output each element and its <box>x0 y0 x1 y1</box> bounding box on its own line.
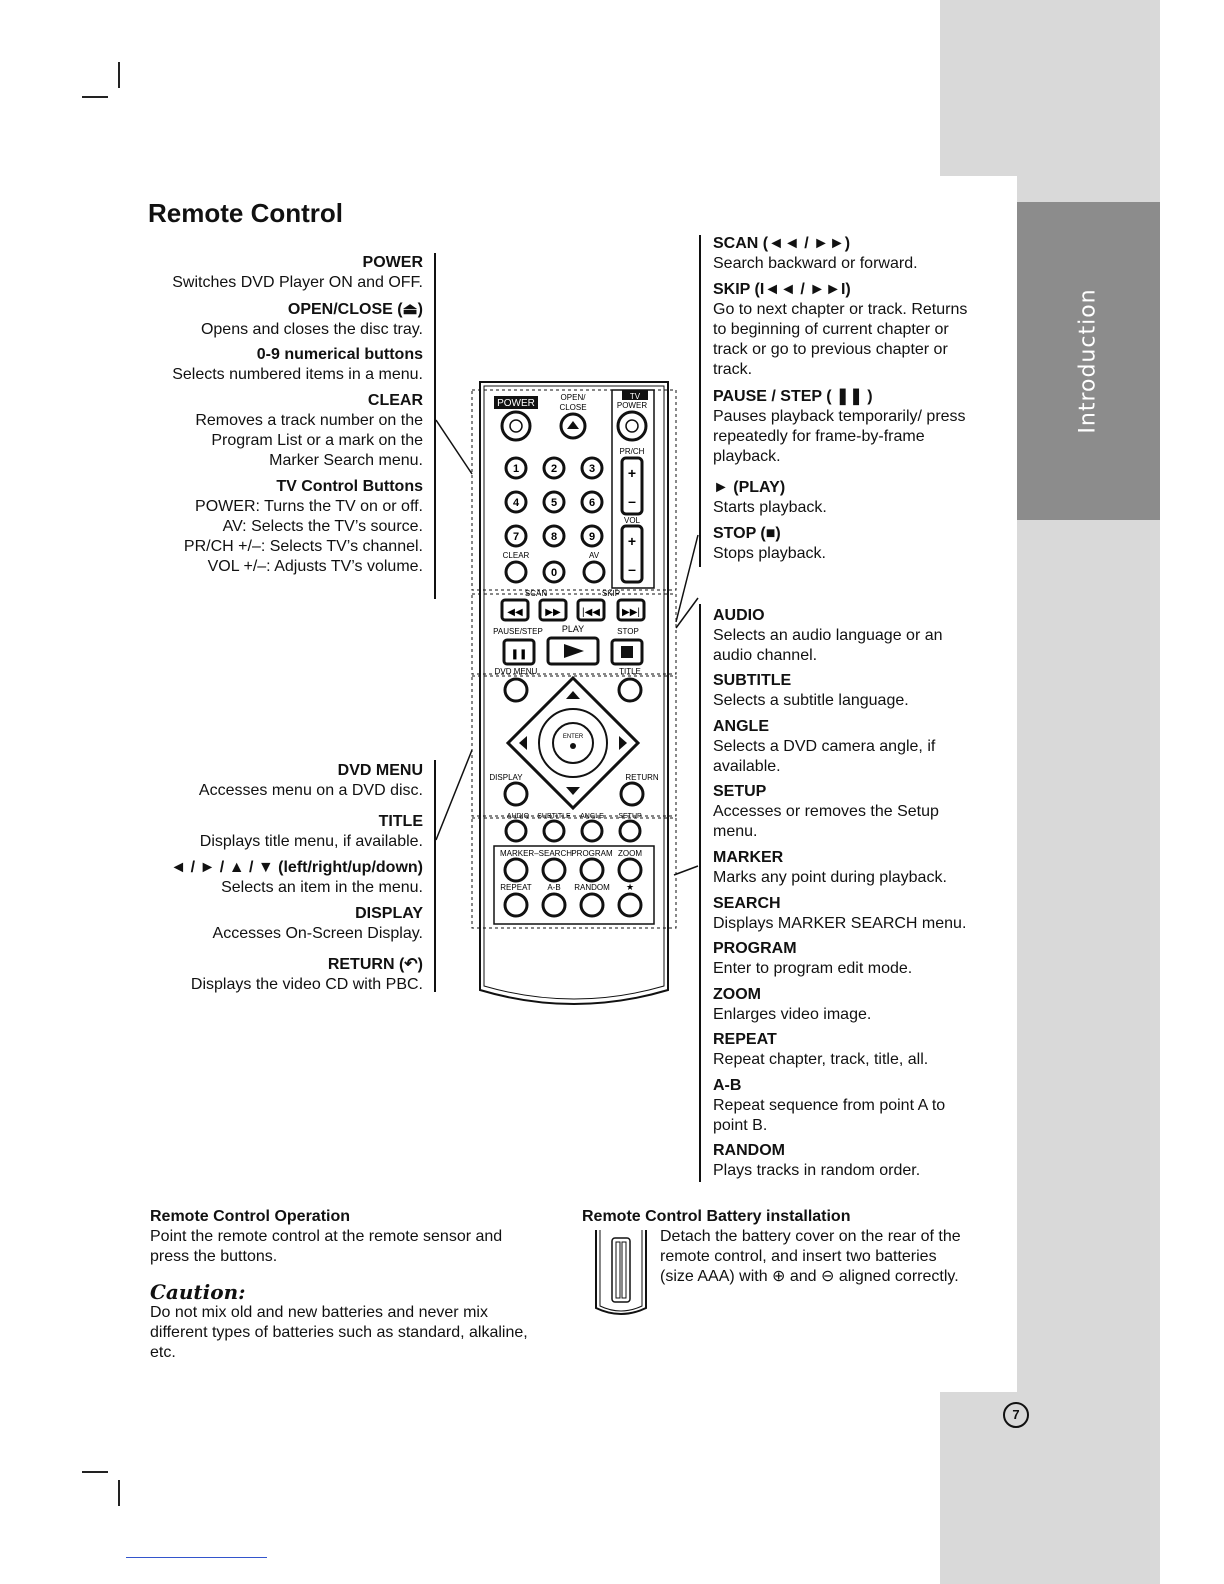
remote-label: MARKER–SEARCH <box>499 849 573 858</box>
description-item <box>713 606 993 666</box>
item-heading: 0-9 numerical buttons <box>256 346 423 363</box>
text-line: Detach the battery cover on the rear of the <box>660 1228 961 1245</box>
item-heading: SCAN (◄◄ / ►►) <box>713 235 851 252</box>
text-line: Do not mix old and new batteries and never mix <box>150 1304 488 1321</box>
item-description: Switches DVD Player ON and OFF. <box>172 274 423 291</box>
remote-label: SKIP <box>601 589 621 598</box>
item-description: to beginning of current chapter or <box>713 321 949 338</box>
remote-label: SCAN <box>524 589 548 598</box>
item-heading: RETURN (↶) <box>327 956 423 973</box>
item-description: POWER: Turns the TV on or off. <box>195 498 423 515</box>
crop-mark <box>118 62 120 88</box>
description-item <box>184 477 423 577</box>
crop-mark <box>82 1471 108 1473</box>
caution-heading: Caution: <box>150 1280 246 1304</box>
item-description: available. <box>713 758 781 775</box>
svg-text:–: – <box>628 561 636 577</box>
description-item <box>713 894 993 934</box>
caution-text <box>150 1303 528 1363</box>
description-item <box>713 985 993 1025</box>
item-description: playback. <box>713 448 781 465</box>
item-description: Marker Search menu. <box>269 452 423 469</box>
text-line: remote control, and insert two batteries <box>660 1248 937 1265</box>
item-description: Selects a subtitle language. <box>713 692 909 709</box>
item-description: Displays the video CD with PBC. <box>190 976 423 993</box>
page-number: 7 <box>1003 1402 1029 1428</box>
item-description: Plays tracks in random order. <box>713 1162 921 1179</box>
svg-text:❚❚: ❚❚ <box>510 649 528 660</box>
remote-label: TITLE <box>619 667 641 676</box>
battery-icon <box>592 1228 650 1320</box>
item-description: Selects a DVD camera angle, if <box>713 738 936 755</box>
battery-text <box>660 1227 961 1287</box>
description-item <box>200 812 423 852</box>
remote-label: VOL <box>623 516 641 525</box>
description-item <box>713 234 993 274</box>
item-description: track. <box>713 361 753 378</box>
digit-label: 4 <box>512 497 520 509</box>
remote-label: ZOOM <box>618 849 642 858</box>
item-heading: ZOOM <box>713 986 761 1003</box>
item-heading: SEARCH <box>713 895 781 912</box>
svg-text:+: + <box>627 465 637 481</box>
item-description: Program List or a mark on the <box>211 432 423 449</box>
item-heading: ANGLE <box>713 718 769 735</box>
description-item <box>713 671 993 711</box>
remote-label: ★ <box>625 882 635 892</box>
footer-rule <box>126 1557 267 1558</box>
remote-label: DVD MENU <box>494 667 538 676</box>
description-item <box>713 280 993 380</box>
page-title: Remote Control <box>148 198 343 228</box>
description-item <box>172 253 423 293</box>
digit-label: 9 <box>588 531 596 543</box>
description-item <box>172 345 423 385</box>
remote-label: RANDOM <box>574 883 610 892</box>
operation-text <box>150 1227 502 1267</box>
remote-label: PR/CH <box>619 447 645 456</box>
remote-label: SETUP <box>618 813 642 820</box>
description-item <box>713 939 993 979</box>
digit-label: 5 <box>550 497 558 509</box>
item-description: Starts playback. <box>713 499 827 516</box>
remote-label: PLAY <box>561 624 585 634</box>
item-description: Accesses menu on a DVD disc. <box>198 782 423 799</box>
item-description: AV: Selects the TV’s source. <box>222 518 423 535</box>
crop-mark <box>82 96 108 98</box>
remote-label: OPEN/ <box>560 393 586 402</box>
item-heading: SUBTITLE <box>713 672 792 689</box>
description-item <box>713 387 993 467</box>
item-description: Pauses playback temporarily/ press <box>713 408 966 425</box>
digit-label: 3 <box>588 463 596 475</box>
item-heading: PAUSE / STEP ( ❚❚ ) <box>713 388 873 405</box>
remote-label: RETURN <box>625 773 659 782</box>
sidebar-band <box>940 0 1160 176</box>
svg-text:+: + <box>627 533 637 549</box>
sidebar-band <box>940 1392 1160 1584</box>
remote-label: ANGLE <box>580 813 604 820</box>
item-description: menu. <box>713 823 758 840</box>
item-description: Selects an audio language or an <box>713 627 943 644</box>
item-description: track or go to previous chapter or <box>713 341 948 358</box>
item-heading: REPEAT <box>713 1031 777 1048</box>
description-item <box>713 1076 993 1136</box>
description-item <box>713 782 993 842</box>
svg-text:▶▶|: ▶▶| <box>622 607 640 618</box>
item-heading: SETUP <box>713 783 767 800</box>
remote-label: REPEAT <box>500 883 532 892</box>
crop-mark <box>118 1480 120 1506</box>
item-heading: MARKER <box>713 849 784 866</box>
digit-label: 1 <box>512 463 520 475</box>
item-description: Displays title menu, if available. <box>199 833 423 850</box>
item-description: point B. <box>713 1117 768 1134</box>
item-description: Enter to program edit mode. <box>713 960 913 977</box>
battery-heading: Remote Control Battery installation <box>582 1208 851 1225</box>
item-description: Repeat sequence from point A to <box>713 1097 946 1114</box>
item-description: Displays MARKER SEARCH menu. <box>713 915 967 932</box>
item-heading: AUDIO <box>713 607 765 624</box>
item-heading: RANDOM <box>713 1142 785 1159</box>
description-item <box>713 524 993 564</box>
description-item <box>191 955 423 995</box>
digit-label: 6 <box>588 497 596 509</box>
description-item <box>199 761 423 801</box>
description-item <box>170 858 423 898</box>
digit-label: 2 <box>550 463 558 475</box>
item-heading: A-B <box>713 1077 742 1094</box>
remote-label: SUBTITLE <box>537 813 571 820</box>
remote-label: POWER <box>497 398 535 409</box>
item-description: Accesses or removes the Setup <box>713 803 939 820</box>
text-line: different types of batteries such as standard, alkaline, <box>150 1324 528 1341</box>
remote-label: STOP <box>617 627 639 636</box>
item-description: PR/CH +/–: Selects TV’s channel. <box>183 538 423 555</box>
remote-label: A-B <box>547 883 561 892</box>
svg-text:–: – <box>628 493 636 509</box>
item-heading: DVD MENU <box>337 762 423 779</box>
item-heading: POWER <box>362 254 423 271</box>
description-item <box>201 300 423 340</box>
item-heading: OPEN/CLOSE (⏏) <box>287 301 423 318</box>
description-item <box>195 391 423 471</box>
remote-label: TV <box>629 392 641 401</box>
item-description: Marks any point during playback. <box>713 869 947 886</box>
description-item <box>713 478 993 518</box>
item-heading: ► (PLAY) <box>713 479 786 496</box>
text-line: (size AAA) with ⊕ and ⊖ aligned correctly. <box>660 1268 959 1285</box>
description-item <box>713 848 993 888</box>
item-description: Stops playback. <box>713 545 826 562</box>
item-description: Search backward or forward. <box>713 255 918 272</box>
remote-control-illustration <box>436 370 700 1020</box>
item-heading: PROGRAM <box>713 940 797 957</box>
remote-label: POWER <box>616 401 648 410</box>
item-heading: STOP (■) <box>713 525 781 542</box>
svg-text:▶▶: ▶▶ <box>545 607 561 618</box>
svg-text:◀◀: ◀◀ <box>507 607 523 618</box>
remote-label: PROGRAM <box>571 849 613 858</box>
item-description: repeatedly for frame-by-frame <box>713 428 925 445</box>
item-heading: TV Control Buttons <box>276 478 423 495</box>
item-description: Go to next chapter or track. Returns <box>713 301 968 318</box>
item-description: VOL +/–: Adjusts TV’s volume. <box>207 558 423 575</box>
description-item <box>713 1030 993 1070</box>
remote-label: CLOSE <box>559 403 587 412</box>
remote-label: ENTER <box>562 734 584 740</box>
digit-label: 8 <box>550 531 558 543</box>
item-heading: DISPLAY <box>355 905 423 922</box>
item-description: Selects numbered items in a menu. <box>172 366 423 383</box>
item-heading: CLEAR <box>367 392 423 409</box>
description-item <box>213 904 423 944</box>
remote-label: AV <box>588 551 600 560</box>
remote-label: CLEAR <box>502 551 530 560</box>
svg-text:|◀◀: |◀◀ <box>582 607 600 618</box>
text-line: press the buttons. <box>150 1248 278 1265</box>
remote-label: PAUSE/STEP <box>493 627 543 636</box>
digit-label: 0 <box>550 567 558 579</box>
description-item <box>713 1141 993 1181</box>
text-line: etc. <box>150 1344 176 1361</box>
item-heading: ◄ / ► / ▲ / ▼ (left/right/up/down) <box>170 859 423 876</box>
item-description: Repeat chapter, track, title, all. <box>713 1051 929 1068</box>
item-description: Removes a track number on the <box>195 412 423 429</box>
item-heading: TITLE <box>378 813 423 830</box>
description-item <box>713 717 993 777</box>
remote-label: DISPLAY <box>489 773 523 782</box>
remote-label: AUDIO <box>506 813 530 820</box>
item-description: audio channel. <box>713 647 818 664</box>
item-description: Opens and closes the disc tray. <box>200 321 423 338</box>
item-description: Enlarges video image. <box>713 1006 872 1023</box>
digit-label: 7 <box>512 531 520 543</box>
item-description: Selects an item in the menu. <box>221 879 423 896</box>
operation-heading: Remote Control Operation <box>150 1208 351 1225</box>
item-heading: SKIP (I◄◄ / ►►I) <box>713 281 851 298</box>
item-description: Accesses On-Screen Display. <box>212 925 423 942</box>
section-tab-label: Introduction <box>1075 288 1101 434</box>
text-line: Point the remote control at the remote sensor and <box>150 1228 503 1245</box>
